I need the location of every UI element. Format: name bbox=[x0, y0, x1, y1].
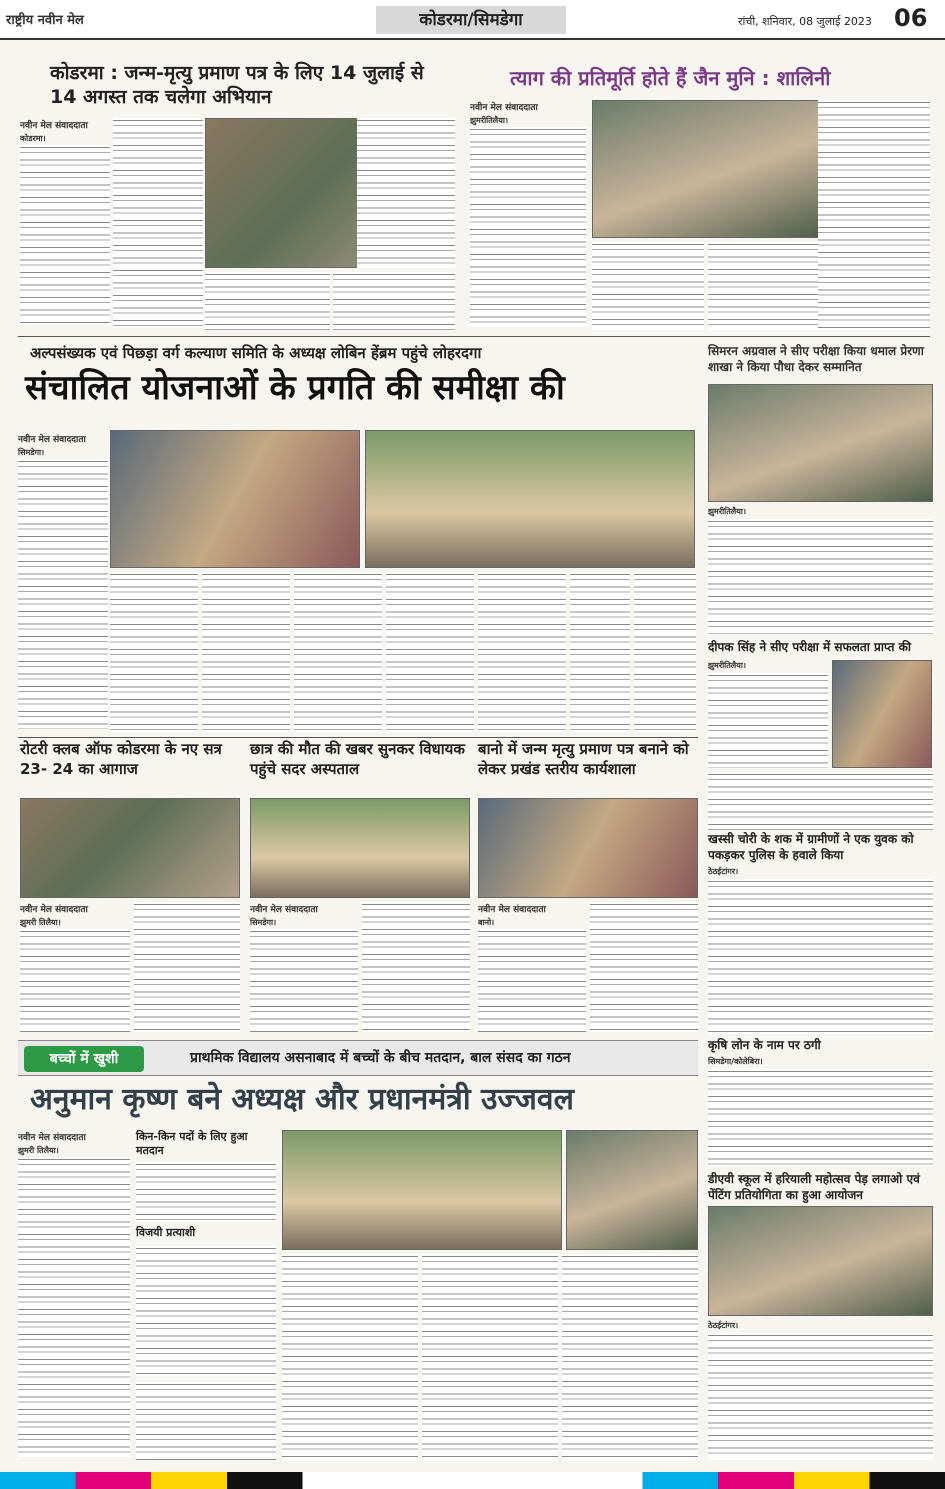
article-headline: खस्सी चोरी के शक में ग्रामीणों ने एक युवक को पकड़कर पुलिस के हवाले किया bbox=[708, 832, 914, 862]
article-body bbox=[113, 118, 203, 328]
article-body: नवीन मेल संवाददाता झुमरीतिलैया। bbox=[470, 100, 586, 330]
divider bbox=[18, 336, 930, 337]
article-body: नवीन मेल संवाददाता झुमरी तिलैया। bbox=[20, 902, 130, 1032]
article-photo bbox=[708, 1206, 933, 1316]
article-photo bbox=[250, 798, 470, 898]
article-photo bbox=[110, 430, 360, 568]
article-body: नवीन मेल संवाददाता कोडरमा। bbox=[20, 118, 110, 328]
article-body bbox=[357, 118, 455, 268]
article-body bbox=[110, 572, 198, 732]
article-photo bbox=[20, 798, 240, 898]
article-headline: छात्र की मौत की खबर सुनकर विधायक पहुंचे सदर अस्पताल bbox=[250, 740, 465, 778]
article-body bbox=[818, 100, 930, 330]
divider bbox=[18, 737, 698, 738]
article-photo bbox=[566, 1130, 698, 1250]
person-photo bbox=[832, 660, 932, 768]
article-headline: संचालित योजनाओं के प्रगति की समीक्षा की bbox=[25, 368, 565, 408]
article-body: नवीन मेल संवाददाता सिमडेगा। bbox=[18, 432, 108, 732]
article-headline: दीपक सिंह ने सीए परीक्षा में सफलता प्राप्त की bbox=[708, 640, 912, 654]
box-heading: किन-किन पदों के लिए हुआ मतदान bbox=[136, 1130, 248, 1158]
article-body: ठेठईटांगर। bbox=[708, 1320, 933, 1460]
article-photo bbox=[592, 100, 822, 238]
article-body bbox=[202, 572, 290, 732]
article-body bbox=[333, 272, 455, 330]
article-body bbox=[708, 772, 933, 830]
box-body bbox=[136, 1162, 276, 1222]
article-photo bbox=[365, 430, 695, 568]
article-body bbox=[570, 572, 630, 732]
section-title: कोडरमा/सिमडेगा bbox=[376, 6, 566, 34]
article-body bbox=[294, 572, 382, 732]
article-headline: डीएवी स्कूल में हरियाली महोत्सव पेड़ लगाओ एवं पेंटिंग प्रतियोगिता का हुआ आयोजन bbox=[708, 1172, 920, 1202]
article-photo bbox=[708, 384, 933, 502]
article-body bbox=[592, 242, 704, 330]
article-headline: त्याग की प्रतिमूर्ति होते हैं जैन मुनि : शालिनी bbox=[510, 66, 831, 90]
article-body bbox=[590, 902, 698, 1032]
article-body: नवीन मेल संवाददाता बानो। bbox=[478, 902, 586, 1032]
article-headline: कोडरमा : जन्म-मृत्यु प्रमाण पत्र के लिए 14 जुलाई से 14 अगस्त तक चलेगा अभियान bbox=[50, 62, 424, 108]
article-headline: रोटरी क्लब ऑफ कोडरमा के नए सत्र 23- 24 का आगाज bbox=[20, 740, 222, 778]
article-photo bbox=[478, 798, 698, 898]
article-body: नवीन मेल संवाददाता झुमरी तिलैया। bbox=[18, 1130, 130, 1460]
newspaper-logo: राष्ट्रीय नवीन मेल bbox=[6, 13, 84, 28]
article-body bbox=[478, 572, 566, 732]
page-number: 06 bbox=[894, 4, 928, 32]
article-body: सिमडेगा/कोलेबिरा। bbox=[708, 1056, 933, 1166]
article-body bbox=[362, 902, 470, 1032]
category-tag: बच्चों में खुशी bbox=[24, 1046, 144, 1072]
article-body bbox=[282, 1254, 418, 1460]
article-body bbox=[205, 272, 330, 330]
print-color-bar bbox=[0, 1472, 945, 1489]
masthead bbox=[0, 0, 945, 40]
box-heading: विजयी प्रत्याशी bbox=[136, 1226, 196, 1239]
article-headline: बानो में जन्म मृत्यु प्रमाण पत्र बनाने को लेकर प्रखंड स्तरीय कार्यशाला bbox=[478, 740, 689, 778]
article-body: झुमरीतिलैया। bbox=[708, 506, 933, 636]
article-body bbox=[634, 572, 696, 732]
article-body bbox=[134, 902, 240, 1032]
edition-date: रांची, शनिवार, 08 जुलाई 2023 bbox=[738, 15, 872, 28]
article-body bbox=[386, 572, 474, 732]
article-body bbox=[562, 1254, 698, 1460]
article-body bbox=[708, 242, 822, 330]
box-body bbox=[136, 1246, 276, 1376]
article-body: झुमरीतिलैया। bbox=[708, 660, 828, 770]
article-headline: कृषि लोन के नाम पर ठगी bbox=[708, 1038, 821, 1052]
article-body bbox=[136, 1382, 276, 1460]
article-headline: सिमरन अग्रवाल ने सीए परीक्षा किया धमाल प्रेरणा शाखा ने किया पौधा देकर सम्मानित bbox=[708, 344, 924, 374]
article-body: नवीन मेल संवाददाता सिमडेगा। bbox=[250, 902, 358, 1032]
article-body: ठेठईटांगर। bbox=[708, 866, 933, 1034]
article-body bbox=[422, 1254, 558, 1460]
article-kicker: अल्पसंख्यक एवं पिछड़ा वर्ग कल्याण समिति के अध्यक्ष लोबिन हेंब्रम पहुंचे लोहरदगा bbox=[30, 344, 482, 362]
article-headline: अनुमान कृष्ण बने अध्यक्ष और प्रधानमंत्री उज्जवल bbox=[30, 1082, 574, 1117]
article-photo bbox=[282, 1130, 562, 1250]
article-kicker: प्राथमिक विद्यालय असनाबाद में बच्चों के बीच मतदान, बाल संसद का गठन bbox=[190, 1050, 571, 1066]
